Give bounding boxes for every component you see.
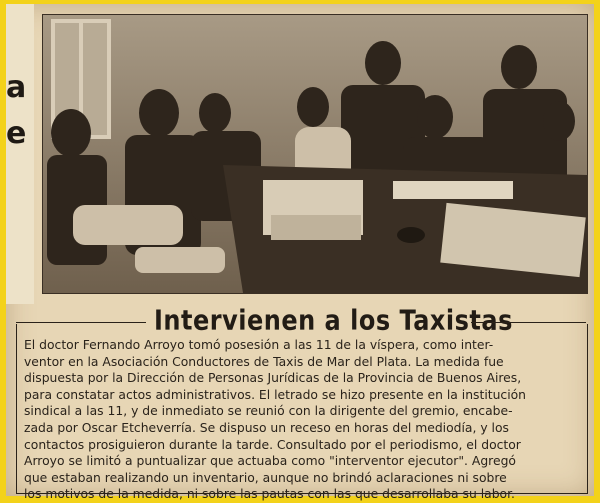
article-line: sindical a las 11, y de inmediato se reunió con la dirigente del gremio, encabe- [24,403,513,419]
newspaper-clipping [6,4,594,502]
headline-rule-left [16,322,146,323]
adjacent-column-strip [6,4,34,304]
article-line: para constatar actos administrativos. El letrado se hizo presente en la institución [24,386,527,402]
article-line: ventor en la Asociación Conductores de Taxis de Mar del Plata. La medida fue [24,353,504,369]
article-line: Arroyo se limitó a puntualizar que actuaba como "interventor ejecutor". Agregó [24,453,516,469]
article-line: que estaban realizando un inventario, aunque no brindó aclaraciones ni sobre [24,469,507,485]
article-line: contactos prosiguieron durante la tarde. Consultado por el periodismo, el doctor [24,436,521,452]
headline-rule-right [471,322,586,323]
article-line: El doctor Fernando Arroyo tomó posesión a las 11 de la víspera, como inter- [24,337,494,352]
adjacent-column-letter: e [6,116,27,151]
article-line: dispuesta por la Dirección de Personas Jurídicas de la Provincia de Buenos Aires, [24,370,522,386]
adjacent-column-letter: a [6,70,27,105]
article-body [24,337,580,503]
photo-illustration [43,15,587,293]
headline: Intervienen a los Taxistas [154,304,513,337]
article-line: zada por Oscar Etcheverría. Se dispuso un receso en horas del mediodía, y los [24,419,509,435]
news-photo [42,14,588,294]
article-line: los motivos de la medida, ni sobre las pautas con las que desarrollaba su labor. [24,486,515,502]
